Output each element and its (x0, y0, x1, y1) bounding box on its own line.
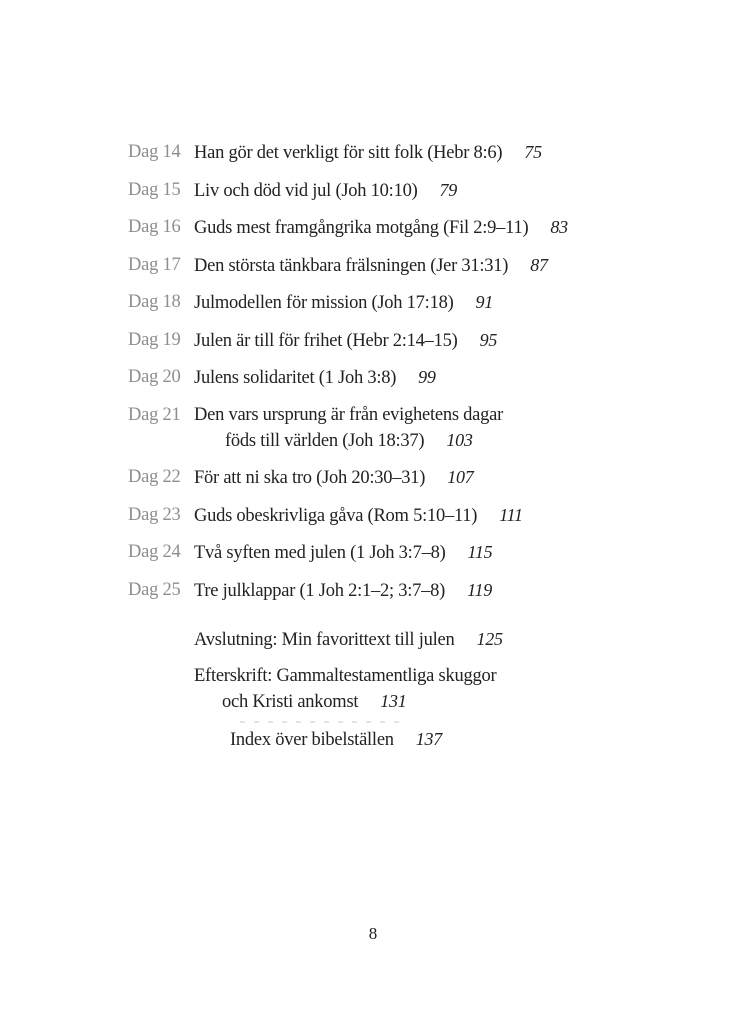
entry-title: Han gör det verkligt för sitt folk (Hebr 8:6) (194, 143, 503, 163)
entry-title: Julen är till för frihet (Hebr 2:14–15) (194, 330, 458, 351)
entry-day-label: Dag 17 (128, 254, 181, 275)
folio-page-number: 8 (368, 924, 378, 943)
entry-page-ref: 75 (524, 142, 542, 162)
entry-page-ref: 83 (550, 217, 568, 237)
entry-day-label: Dag 18 (128, 292, 181, 312)
entry-title: Julens solidaritet (1 Joh 3:8) (194, 368, 397, 388)
entry-page-ref: 91 (475, 292, 493, 312)
toc-entry (128, 328, 708, 354)
toc-entry (128, 540, 708, 566)
entry-page-ref: 87 (530, 254, 548, 275)
entry-day-label: Dag 19 (128, 329, 181, 350)
entry-day-label: Dag 15 (128, 179, 181, 200)
entry-title-line2: föds till världen (Joh 18:37) (225, 430, 425, 451)
table-of-contents (128, 140, 708, 765)
entry-title: Den största tänkbara frälsningen (Jer 31:31) (194, 255, 509, 276)
entry-page-ref: 79 (439, 179, 457, 200)
toc-entry (128, 578, 708, 604)
entry-title: Efterskrift: Gammaltestamentliga skuggor (194, 666, 497, 686)
entry-page-ref: 125 (476, 628, 503, 649)
entry-day-label: Dag 21 (128, 404, 181, 425)
toc-entry (128, 365, 708, 391)
toc-entry (128, 215, 708, 241)
ink-bleed-through-marks (240, 721, 408, 723)
entry-title-line2: och Kristi ankomst (222, 692, 359, 712)
entry-title: Tre julklappar (1 Joh 2:1–2; 3:7–8) (194, 580, 446, 601)
toc-entry (128, 403, 708, 454)
entry-day-label: Dag 14 (128, 142, 181, 162)
entry-title: Liv och död vid jul (Joh 10:10) (194, 180, 418, 201)
entry-page-ref: 103 (446, 429, 473, 450)
entry-page-ref: 119 (467, 579, 493, 600)
entry-day-label: Dag 23 (128, 504, 181, 525)
entry-page-ref: 131 (380, 691, 407, 711)
entry-title: Guds obeskrivliga gåva (Rom 5:10–11) (194, 505, 478, 526)
entry-day-label: Dag 16 (128, 217, 181, 237)
entry-day-label: Dag 24 (128, 542, 181, 562)
toc-entry (128, 503, 708, 529)
toc-entry (128, 290, 708, 316)
entry-title: För att ni ska tro (Joh 20:30–31) (194, 468, 426, 488)
entry-page-ref: 111 (499, 504, 523, 525)
entry-day-label: Dag 25 (128, 579, 181, 600)
entry-page-ref: 115 (467, 542, 493, 562)
backmatter-entry (194, 664, 708, 715)
entry-title: Den vars ursprung är från evighetens dagar (194, 404, 504, 425)
entry-title: Två syften med julen (1 Joh 3:7–8) (194, 543, 446, 563)
entry-page-ref: 99 (418, 367, 436, 387)
entry-title: Julmodellen för mission (Joh 17:18) (194, 293, 454, 313)
backmatter-entry (194, 727, 708, 753)
entry-page-ref: 137 (415, 729, 443, 749)
entry-day-label: Dag 22 (128, 467, 181, 487)
toc-entry (128, 140, 708, 166)
entry-page-ref: 107 (447, 467, 474, 487)
entry-title: Index över bibelställen (230, 730, 394, 750)
toc-entry (128, 465, 708, 491)
toc-entry (128, 178, 708, 204)
backmatter-entry (194, 627, 708, 653)
entry-title: Avslutning: Min favorittext till julen (194, 629, 455, 650)
entry-day-label: Dag 20 (128, 367, 181, 387)
entry-title: Guds mest framgångrika motgång (Fil 2:9–11) (194, 218, 529, 238)
toc-entry (128, 253, 708, 279)
back-matter-section (128, 627, 708, 754)
entry-page-ref: 95 (479, 329, 498, 350)
